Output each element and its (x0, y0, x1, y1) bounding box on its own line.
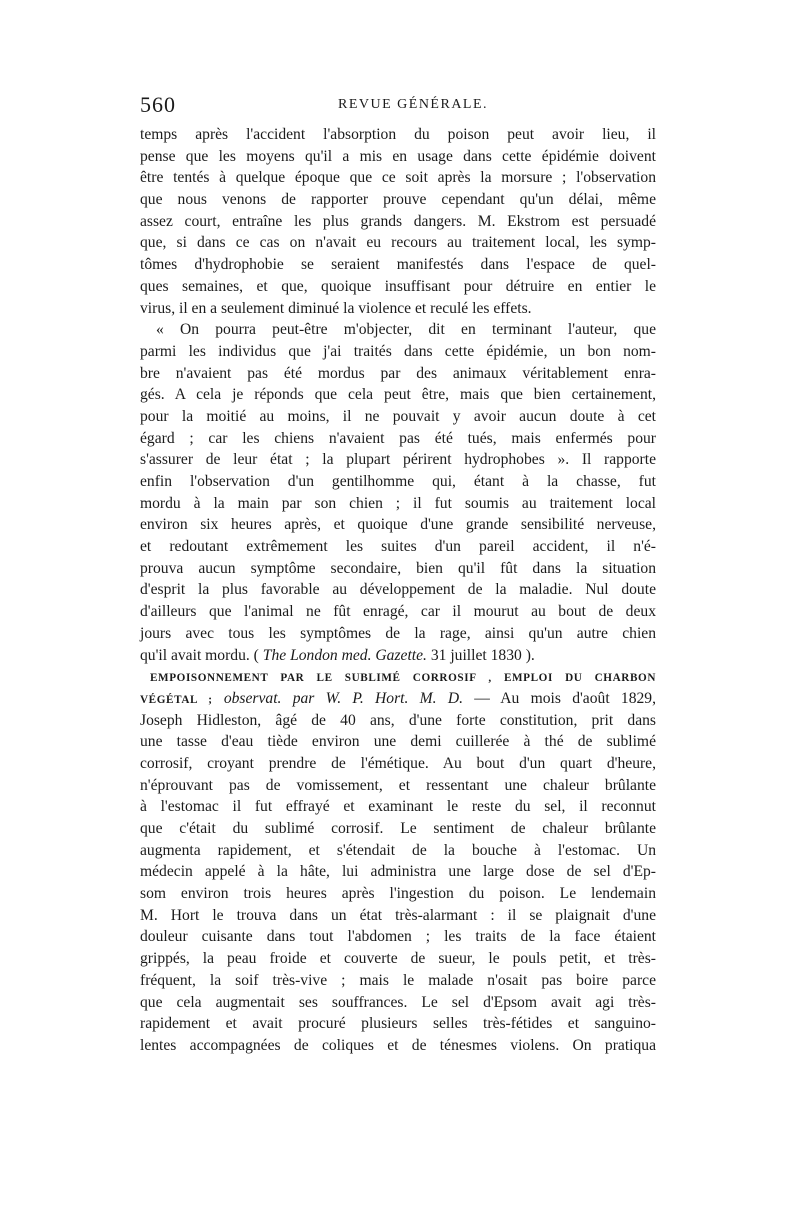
observation-author: observat. par W. P. Hort. M. D. (212, 689, 463, 707)
text-line: gés. A cela je réponds que cela peut être, mais que bien certainement, (140, 386, 656, 404)
text-line: corrosif, croyant prendre de l'émétique. Au bout d'un quart d'heure, (140, 754, 656, 772)
text-line: une tasse d'eau tiède environ une demi cuillerée à thé de sublimé (140, 733, 656, 751)
text-line: que c'était du sublimé corrosif. Le sentiment de chaleur brûlante (140, 820, 656, 837)
section-heading-line (140, 688, 656, 710)
text-line: et redoutant extrêmement les suites d'un pareil accident, il n'é- (140, 538, 656, 556)
section-heading-caps: EMPOISONNEMENT PAR LE SUBLIMÉ CORROSIF , EMPLOI DU CHARBON (150, 672, 656, 685)
text-line: M. Hort le trouva dans un état très-alarmant : il se plaignait d'une (140, 906, 656, 924)
text-line: prouva aucun symptôme secondaire, bien qu'il fût dans la situation (140, 559, 656, 577)
running-title: REVUE GÉNÉRALE. (338, 97, 489, 112)
text-line: Joseph Hidleston, âgé de 40 ans, d'une forte constitution, prit dans (140, 711, 656, 729)
text-line: que, si dans ce cas on n'avait eu recours au traitement local, les symp- (140, 234, 656, 252)
text-line: que cela augmentait ses souffrances. Le sel d'Epsom avait agi très- (140, 993, 656, 1011)
citation-line (140, 645, 656, 667)
citation-before: qu'il avait mordu. ( (140, 646, 263, 664)
text-line: n'éprouvant pas de vomissement, et ressentant une chaleur brûlante (140, 776, 656, 794)
text-line: d'ailleurs que l'animal ne fût enragé, car il mourut au bout de deux (140, 603, 656, 621)
text-line: égard ; car les chiens n'avaient pas été tués, mais enfermés pour (140, 429, 656, 447)
text-line: « On pourra peut-être m'objecter, dit en terminant l'auteur, que (156, 321, 656, 339)
body-text (140, 124, 656, 1057)
text-line: que nous venons de rapporter prouve cependant qu'un délai, même (140, 191, 656, 209)
text-line: temps après l'accident l'absorption du poison peut avoir lieu, il (140, 126, 656, 143)
text-line: d'esprit la plus favorable au développement de la maladie. Nul doute (140, 581, 656, 599)
text-line: lentes accompagnées de coliques et de ténesmes violens. On pratiqua (140, 1036, 656, 1054)
text-line: douleur cuisante dans tout l'abdomen ; les traits de la face étaient (140, 928, 656, 946)
text-line: environ six heures après, et quoique d'une grande sensibilité nerveuse, (140, 516, 656, 534)
section-heading-caps: VÉGÉTAL ; (140, 693, 213, 706)
text-line: tômes d'hydrophobie se seraient manifestés dans l'espace de quel- (140, 256, 656, 274)
text-line: ques semaines, et que, quoique insuffisant pour détruire en entier le (140, 277, 656, 295)
citation-after: 31 juillet 1830 ). (426, 646, 535, 664)
citation-source: The London med. Gazette. (262, 646, 427, 664)
text-line: parmi les individus que j'ai traités dans cette épidémie, un bon nom- (140, 342, 656, 360)
text-line: enfin l'observation d'un gentilhomme qui, étant à la chasse, fut (140, 473, 656, 490)
text-line: pour la moitié au moins, il ne pouvait y avoir aucun doute à cet (140, 407, 656, 425)
section-heading-line (140, 666, 656, 688)
text-line: être tentés à quelque époque que ce soit après la morsure ; l'observation (140, 169, 656, 187)
text-line: à l'estomac il fut effrayé et examinant le reste du sel, il reconnut (140, 798, 656, 816)
text-line: som environ trois heures après l'ingestion du poison. Le lendemain (140, 885, 656, 903)
text-line: grippés, la peau froide et couverte de sueur, le pouls petit, et très- (140, 950, 656, 968)
text-line: rapidement et avait procuré plusieurs selles très-fétides et sanguino- (140, 1015, 656, 1033)
text-line: virus, il en a seulement diminué la violence et reculé les effets. (140, 299, 532, 317)
text-line: bre n'avaient pas été mordus par des animaux véritablement enra- (140, 364, 656, 382)
text-line: fréquent, la soif très-vive ; mais le malade n'osait pas boire parce (140, 971, 656, 989)
text-line: jours avec tous les symptômes de la rage, ainsi qu'un autre chien (140, 624, 656, 642)
section-heading-rest: — Au mois d'août 1829, (463, 689, 657, 707)
text-line: s'assurer de leur état ; la plupart périrent hydrophobes ». Il rapporte (140, 451, 656, 469)
text-line: assez court, entraîne les plus grands dangers. M. Ekstrom est persuadé (140, 212, 656, 230)
page-number: 560 (140, 92, 176, 117)
text-line: médecin appelé à la hâte, lui administra une large dose de sel d'Ep- (140, 863, 656, 881)
text-line: mordu à la main par son chien ; il fut soumis au traitement local (140, 494, 656, 512)
text-line: augmenta rapidement, et s'étendait de la bouche à l'estomac. Un (140, 841, 656, 859)
page-header (140, 92, 660, 120)
text-line: pense que les moyens qu'il a mis en usage dans cette épidémie doivent (140, 147, 656, 165)
